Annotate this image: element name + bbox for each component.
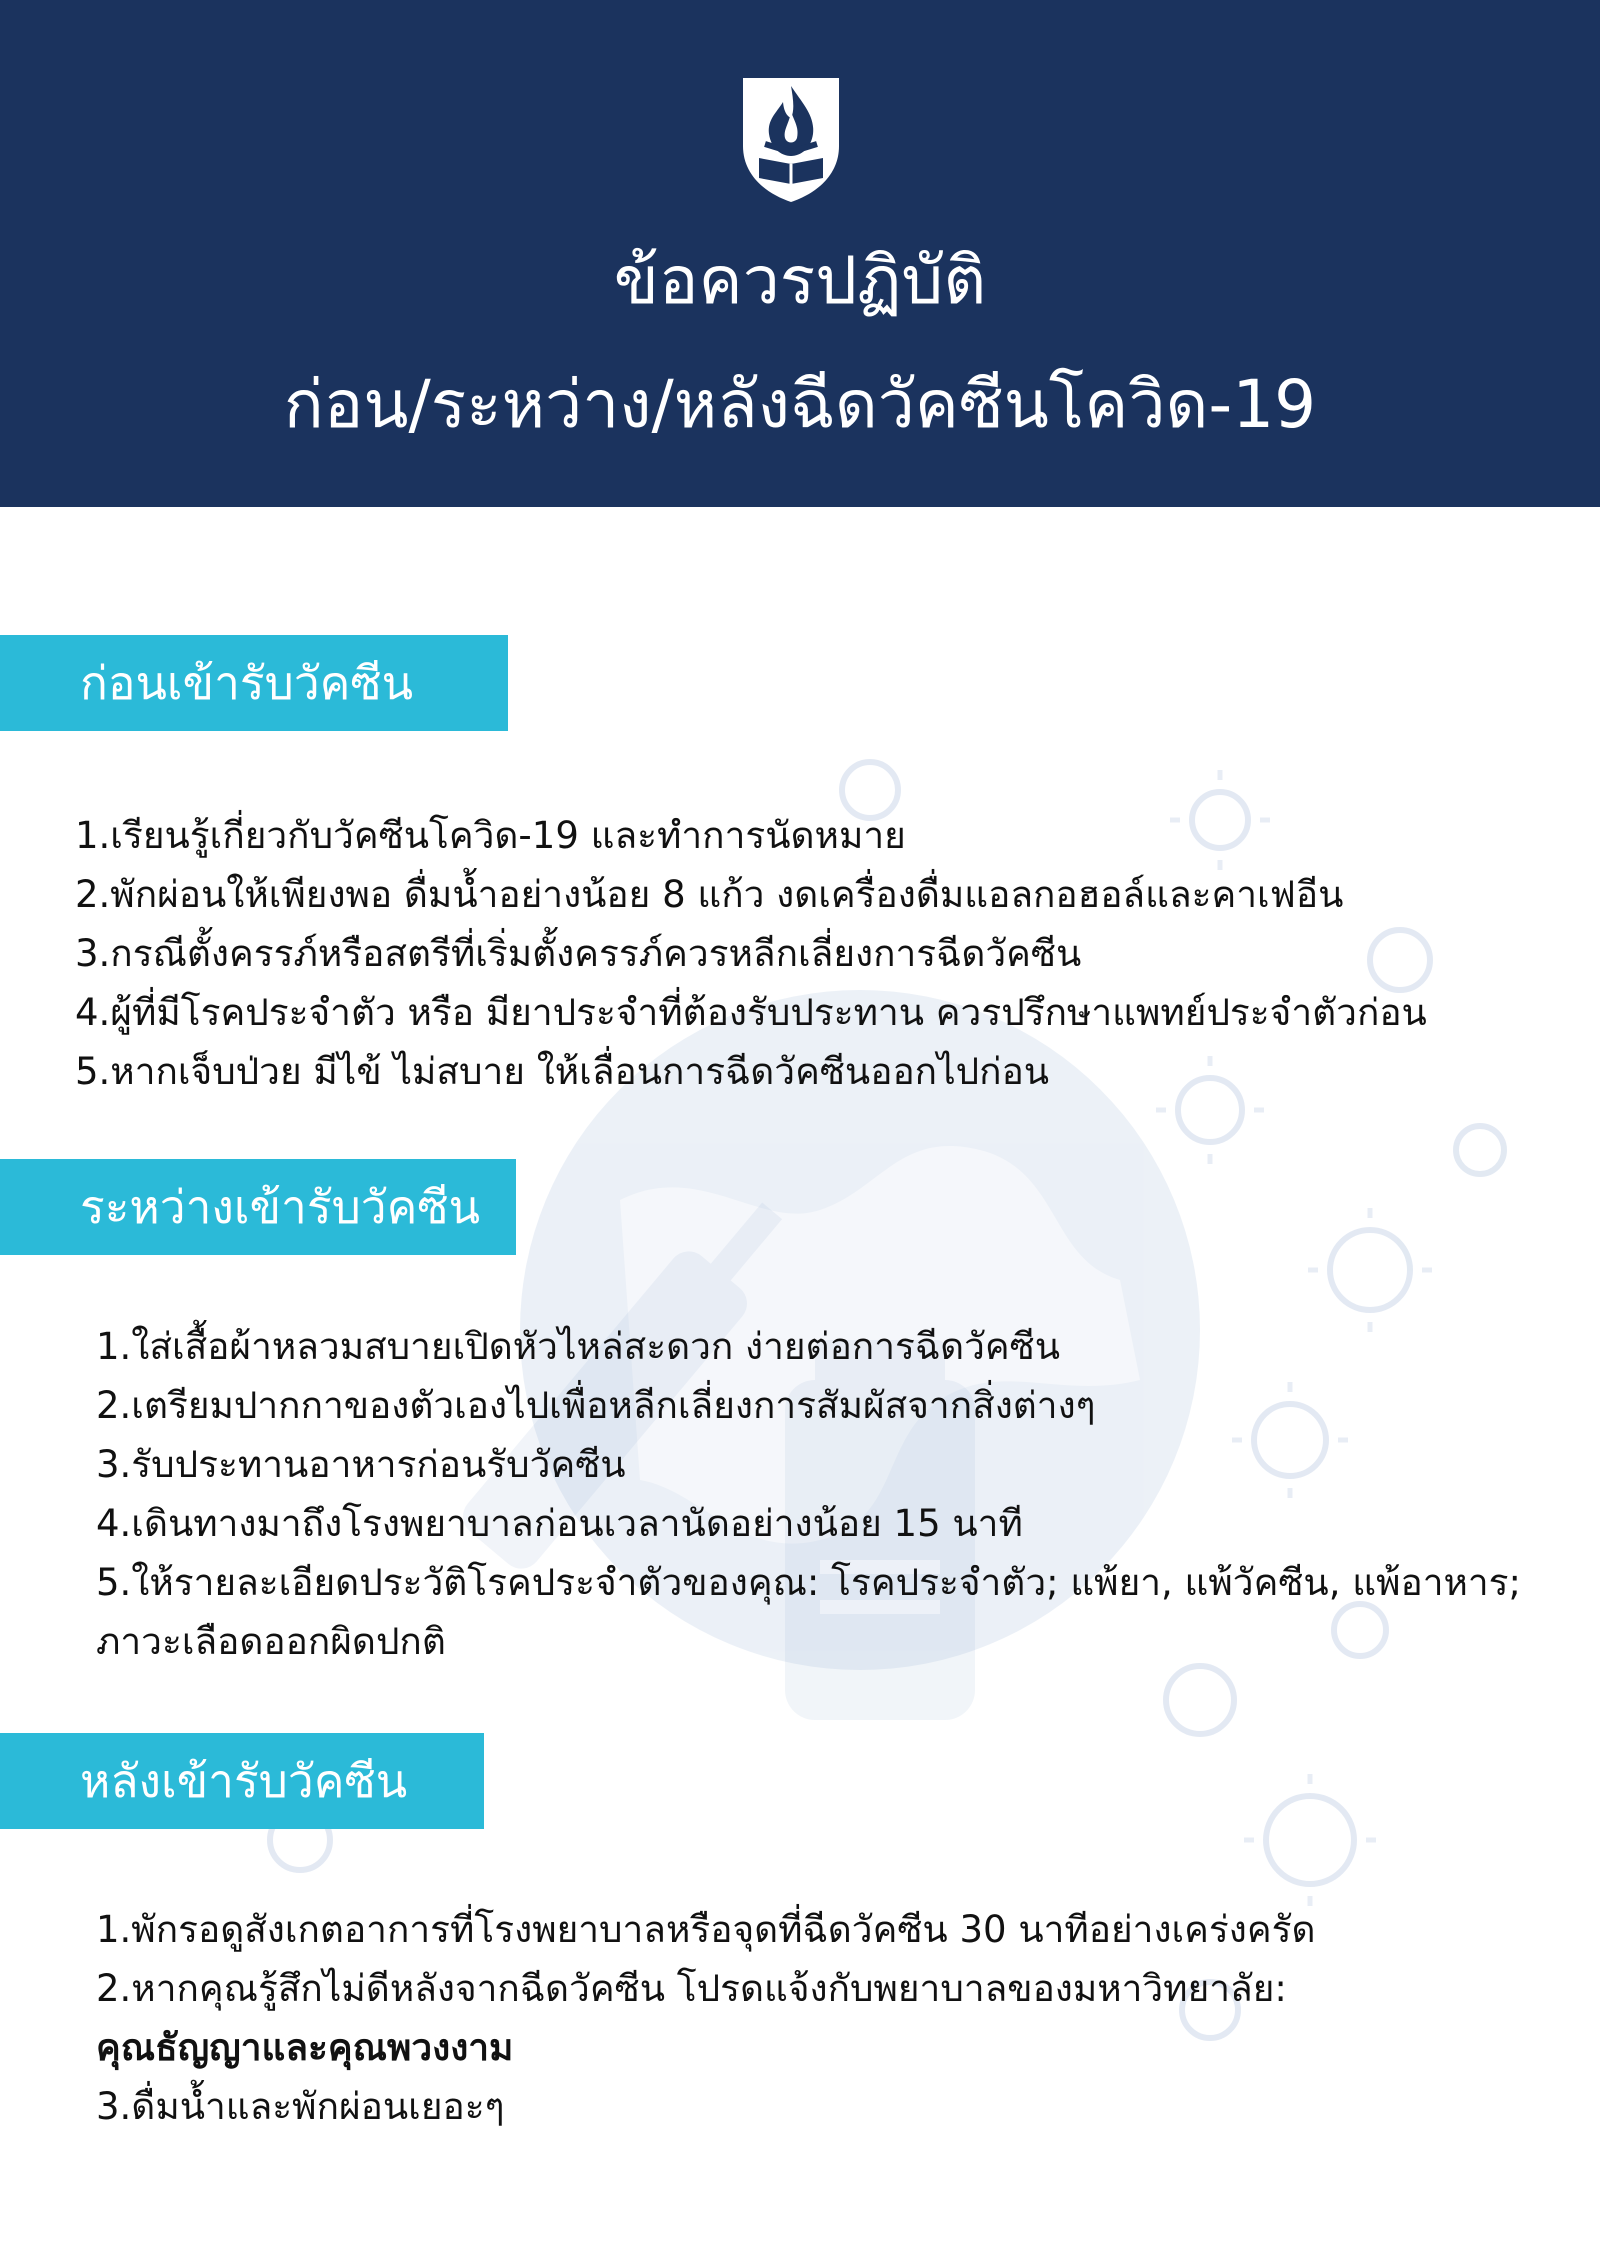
list-item: 4.ผู้ที่มีโรคประจำตัว หรือ มียาประจำที่ต้องรับประทาน ควรปรึกษาแพทย์ประจำตัวก่อน xyxy=(75,991,1427,1034)
list-item: 4.เดินทางมาถึงโรงพยาบาลก่อนเวลานัดอย่างน้อย 15 นาที xyxy=(96,1502,1023,1545)
list-item: 1.ใส่เสื้อผ้าหลวมสบายเปิดหัวไหล่สะดวก ง่ายต่อการฉีดวัคซีน xyxy=(96,1325,1061,1368)
section-heading-during: ระหว่างเข้ารับวัคซีน xyxy=(0,1159,516,1255)
header-banner xyxy=(0,0,1600,507)
list-item: 2.พักผ่อนให้เพียงพอ ดื่มน้ำอย่างน้อย 8 แก้ว งดเครื่องดื่มแอลกอฮอล์และคาเฟอีน xyxy=(75,873,1344,916)
list-item: 5.ให้รายละเอียดประวัติโรคประจำตัวของคุณ: โรคประจำตัว; แพ้ยา, แพ้วัคซีน, แพ้อาหาร; xyxy=(96,1561,1521,1604)
page-title-line-2: ก่อน/ระหว่าง/หลังฉีดวัคซีนโควิด-19 xyxy=(283,366,1317,443)
list-item: 2.หากคุณรู้สึกไม่ดีหลังจากฉีดวัคซีน โปรดแจ้งกับพยาบาลของมหาวิทยาลัย: xyxy=(96,1967,1287,2010)
list-item: 1.พักรอดูสังเกตอาการที่โรงพยาบาลหรือจุดที่ฉีดวัคซีน 30 นาทีอย่างเคร่งครัด xyxy=(96,1908,1316,1951)
before-vaccine-list xyxy=(75,806,1427,1101)
section-heading-after: หลังเข้ารับวัคซีน xyxy=(0,1733,484,1829)
list-item: 3.รับประทานอาหารก่อนรับวัคซีน xyxy=(96,1443,626,1486)
during-vaccine-list xyxy=(96,1317,1521,1671)
list-item: ภาวะเลือดออกผิดปกติ xyxy=(96,1620,446,1663)
after-vaccine-list xyxy=(96,1900,1316,2136)
flame-book-shield-icon xyxy=(737,72,845,204)
list-item: 2.เตรียมปากกาของตัวเองไปเพื่อหลีกเลี่ยงการสัมผัสจากสิ่งต่างๆ xyxy=(96,1384,1096,1427)
section-heading-before: ก่อนเข้ารับวัคซีน xyxy=(0,635,508,731)
contact-names: คุณธัญญาและคุณพวงงาม xyxy=(96,2026,514,2069)
list-item: 3.กรณีตั้งครรภ์หรือสตรีที่เริ่มตั้งครรภ์ควรหลีกเลี่ยงการฉีดวัคซีน xyxy=(75,932,1082,975)
list-item: 5.หากเจ็บป่วย มีไข้ ไม่สบาย ให้เลื่อนการฉีดวัคซีนออกไปก่อน xyxy=(75,1050,1050,1093)
list-item: 3.ดื่มน้ำและพักผ่อนเยอะๆ xyxy=(96,2085,505,2128)
list-item: 1.เรียนรู้เกี่ยวกับวัคซีนโควิด-19 และทำการนัดหมาย xyxy=(75,814,906,857)
page-title-line-1: ข้อควรปฏิบัติ xyxy=(613,242,987,319)
